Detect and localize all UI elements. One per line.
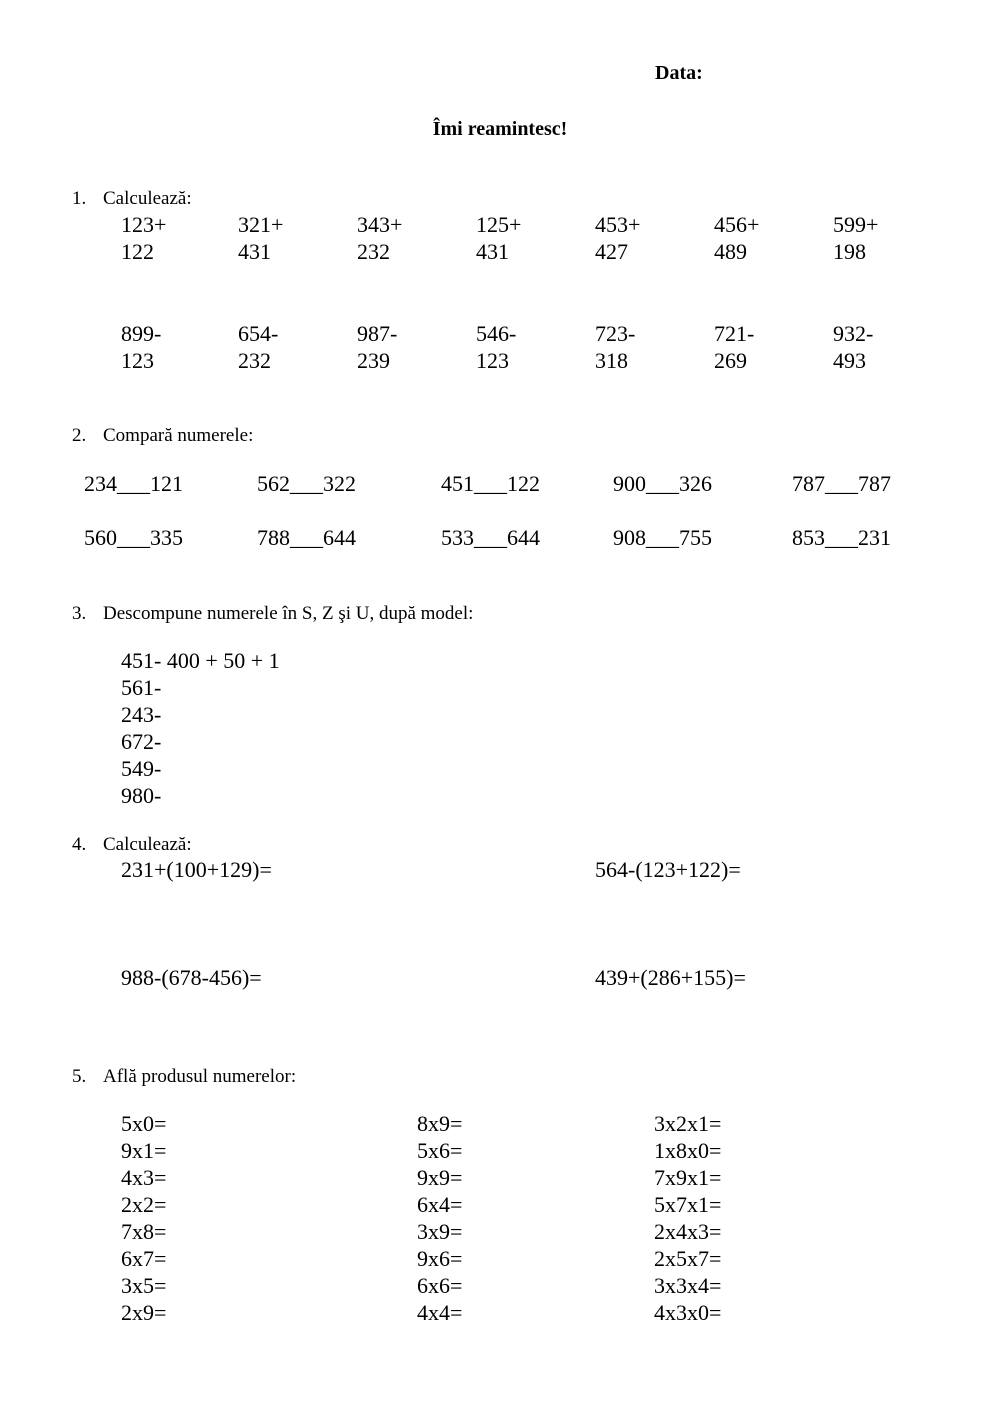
subtraction-operand: 318 [595, 348, 628, 373]
product-item: 9x6= [417, 1246, 463, 1271]
product-item: 9x1= [121, 1138, 167, 1163]
addition-operand: 343+ [357, 212, 403, 237]
addition-operand: 489 [714, 239, 747, 264]
addition-operand: 599+ [833, 212, 879, 237]
decomposition-line: 243- [121, 702, 162, 727]
product-item: 8x9= [417, 1111, 463, 1136]
product-item: 3x9= [417, 1219, 463, 1244]
ex4-item: 439+(286+155)= [595, 965, 746, 990]
addition-operand: 232 [357, 239, 390, 264]
worksheet-title: Îmi reamintesc! [432, 118, 568, 140]
ex2-number: 2. [72, 425, 87, 446]
comparison-item: 562___322 [257, 471, 356, 496]
comparison-item: 533___644 [441, 525, 540, 550]
product-item: 6x7= [121, 1246, 167, 1271]
ex4-item: 988-(678-456)= [121, 965, 262, 990]
decomposition-line: 561- [121, 675, 162, 700]
comparison-item: 451___122 [441, 471, 540, 496]
product-item: 4x3x0= [654, 1300, 722, 1325]
decomposition-line: 451- 400 + 50 + 1 [121, 648, 280, 673]
ex3-number: 3. [72, 603, 87, 624]
addition-operand: 427 [595, 239, 628, 264]
product-item: 2x5x7= [654, 1246, 722, 1271]
addition-operand: 123+ [121, 212, 167, 237]
subtraction-operand: 721- [714, 321, 755, 346]
comparison-item: 900___326 [613, 471, 712, 496]
product-item: 4x4= [417, 1300, 463, 1325]
subtraction-operand: 987- [357, 321, 398, 346]
ex1-label: Calculează: [103, 188, 192, 209]
product-item: 2x2= [121, 1192, 167, 1217]
ex4-item: 564-(123+122)= [595, 857, 741, 882]
comparison-item: 234___121 [84, 471, 183, 496]
product-item: 6x4= [417, 1192, 463, 1217]
product-item: 4x3= [121, 1165, 167, 1190]
ex5-label: Află produsul numerelor: [103, 1066, 297, 1087]
addition-operand: 125+ [476, 212, 522, 237]
subtraction-operand: 654- [238, 321, 279, 346]
ex2-label: Compară numerele: [103, 425, 254, 446]
subtraction-operand: 899- [121, 321, 162, 346]
ex4-item: 231+(100+129)= [121, 857, 272, 882]
addition-operand: 321+ [238, 212, 284, 237]
subtraction-operand: 493 [833, 348, 866, 373]
product-item: 5x7x1= [654, 1192, 722, 1217]
decomposition-line: 549- [121, 756, 162, 781]
subtraction-operand: 269 [714, 348, 747, 373]
comparison-item: 853___231 [792, 525, 891, 550]
ex1-number: 1. [72, 188, 87, 209]
addition-operand: 431 [476, 239, 509, 264]
product-item: 3x3x4= [654, 1273, 722, 1298]
product-item: 7x9x1= [654, 1165, 722, 1190]
addition-operand: 453+ [595, 212, 641, 237]
comparison-item: 908___755 [613, 525, 712, 550]
product-item: 9x9= [417, 1165, 463, 1190]
product-item: 6x6= [417, 1273, 463, 1298]
date-label: Data: [655, 62, 703, 84]
addition-operand: 122 [121, 239, 154, 264]
subtraction-operand: 123 [121, 348, 154, 373]
comparison-item: 788___644 [257, 525, 356, 550]
ex5-number: 5. [72, 1066, 87, 1087]
addition-operand: 431 [238, 239, 271, 264]
comparison-item: 560___335 [84, 525, 183, 550]
product-item: 7x8= [121, 1219, 167, 1244]
decomposition-line: 980- [121, 783, 162, 808]
subtraction-operand: 123 [476, 348, 509, 373]
subtraction-operand: 723- [595, 321, 636, 346]
product-item: 2x4x3= [654, 1219, 722, 1244]
product-item: 5x0= [121, 1111, 167, 1136]
subtraction-operand: 232 [238, 348, 271, 373]
ex4-label: Calculează: [103, 834, 192, 855]
subtraction-operand: 239 [357, 348, 390, 373]
product-item: 2x9= [121, 1300, 167, 1325]
comparison-item: 787___787 [792, 471, 891, 496]
product-item: 5x6= [417, 1138, 463, 1163]
ex3-label: Descompune numerele în S, Z şi U, după model: [103, 603, 474, 624]
addition-operand: 198 [833, 239, 866, 264]
product-item: 3x2x1= [654, 1111, 722, 1136]
subtraction-operand: 546- [476, 321, 517, 346]
product-item: 1x8x0= [654, 1138, 722, 1163]
decomposition-line: 672- [121, 729, 162, 754]
product-item: 3x5= [121, 1273, 167, 1298]
ex4-number: 4. [72, 834, 87, 855]
addition-operand: 456+ [714, 212, 760, 237]
subtraction-operand: 932- [833, 321, 874, 346]
